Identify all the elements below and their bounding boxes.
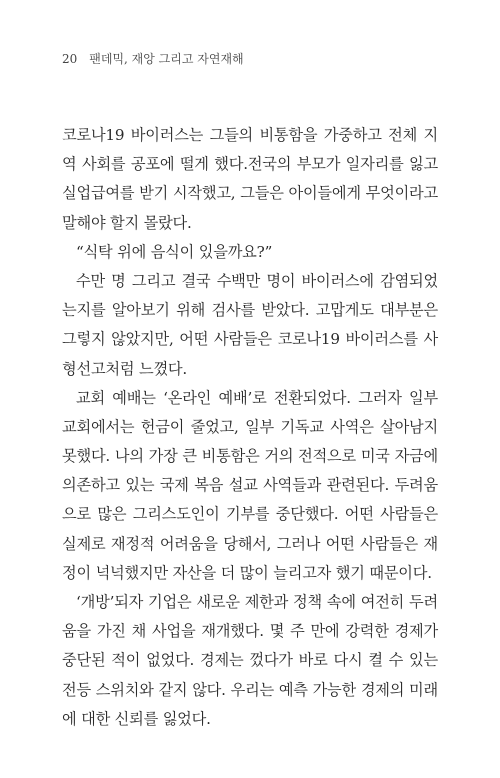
text-line: 에 대한 신뢰를 잃었다.: [62, 709, 211, 728]
text-line: 코로나19 바이러스는 그들의 비통함을 가중하고 전체 지: [62, 126, 438, 144]
text-line: 는지를 알아보기 위해 검사를 받았다. 고맙게도 대부분은: [62, 301, 438, 320]
text-line: ‘개방’되자 기업은 새로운 제한과 정책 속에 여전히 두려: [76, 593, 438, 611]
quote-line: “식탁 위에 음식이 있을까요?”: [76, 242, 273, 261]
text-line: 그렇지 않았지만, 어떤 사람들은 코로나19 바이러스를 사: [62, 330, 438, 349]
text-line: 못했다. 나의 가장 큰 비통함은 거의 전적으로 미국 자금에: [62, 447, 438, 466]
page-number: 20: [62, 52, 78, 66]
running-header: [62, 50, 244, 67]
text-line: 실업급여를 받기 시작했고, 그들은 아이들에게 무엇이라고: [62, 184, 438, 203]
text-line: 전등 스위치와 같지 않다. 우리는 예측 가능한 경제의 미래: [62, 680, 438, 699]
text-line: 움을 가진 채 사업을 재개했다. 몇 주 만에 강력한 경제가: [62, 622, 438, 641]
text-line: 수만 명 그리고 결국 수백만 명이 바이러스에 감염되었: [76, 271, 438, 290]
text-line: 중단된 적이 없었다. 경제는 껐다가 바로 다시 켤 수 있는: [62, 651, 438, 670]
text-line: 교회에서는 헌금이 줄었고, 일부 기독교 사역은 살아남지: [62, 417, 438, 436]
body-text: [62, 121, 438, 734]
text-line: 정이 넉넉했지만 자산을 더 많이 늘리고자 했기 때문이다.: [62, 563, 432, 582]
text-line: 의존하고 있는 국제 복음 설교 사역들과 관련된다. 두려움: [62, 476, 438, 495]
text-line: 교회 예배는 ‘온라인 예배’로 전환되었다. 그러자 일부: [76, 388, 438, 407]
text-line: 형선고처럼 느꼈다.: [62, 359, 188, 378]
text-line: 으로 많은 그리스도인이 기부를 중단했다. 어떤 사람들은: [62, 505, 438, 524]
running-title: 팬데믹, 재앙 그리고 자연재해: [89, 52, 244, 66]
text-line: 말해야 할지 몰랐다.: [62, 213, 192, 232]
text-line: 실제로 재정적 어려움을 당해서, 그러나 어떤 사람들은 재: [62, 534, 438, 553]
text-line: 역 사회를 공포에 떨게 했다.전국의 부모가 일자리를 잃고: [62, 155, 438, 174]
